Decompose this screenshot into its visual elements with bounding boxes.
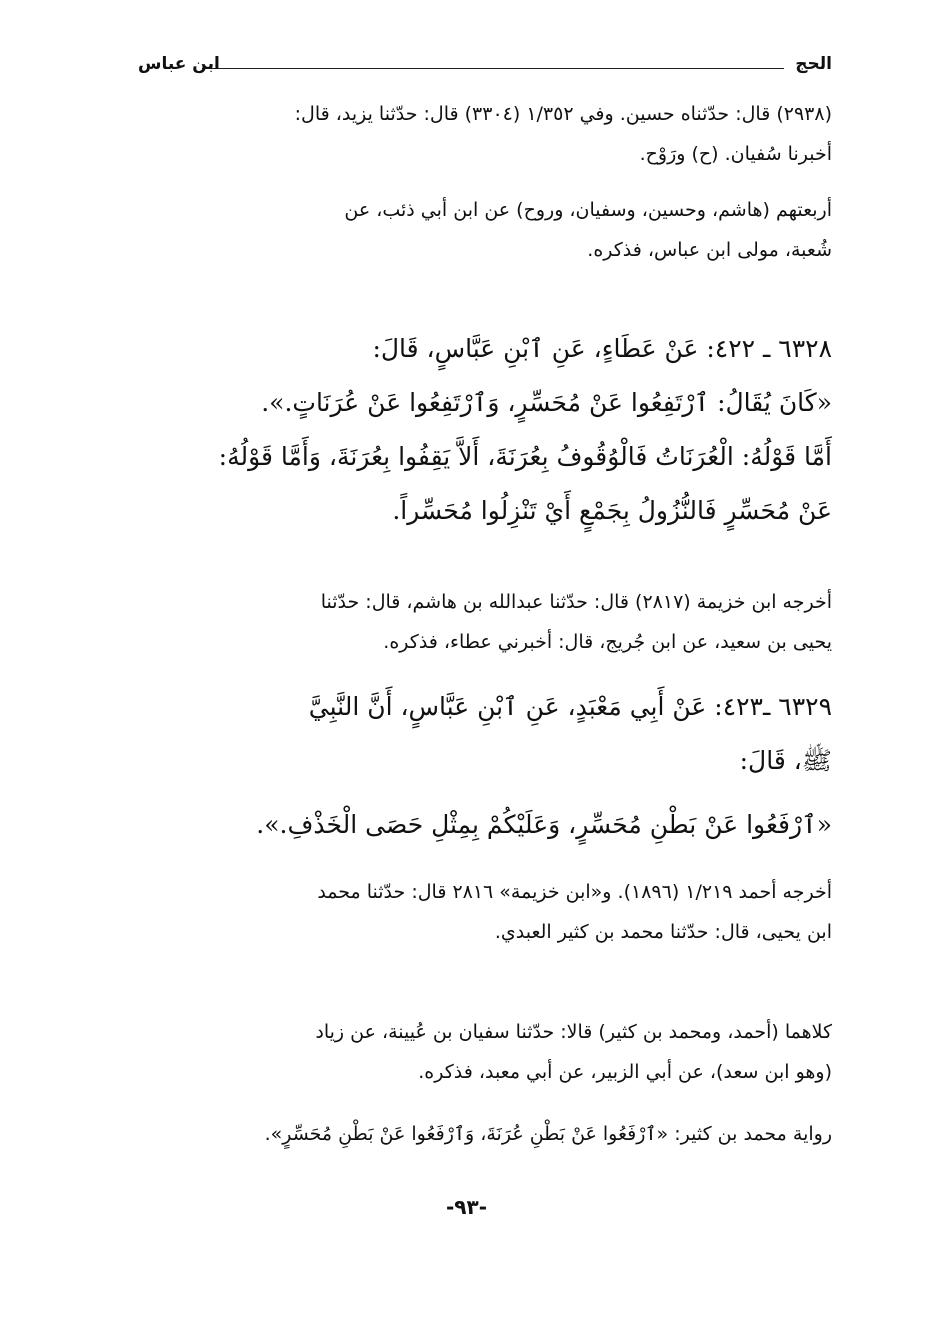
both-note-block — [132, 1012, 832, 1092]
text-line: كلاهما (أحمد، ومحمد بن كثير) قالا: حدّثنا سفيان بن عُيينة، عن زياد — [315, 1021, 832, 1043]
text-line: أخرجه ابن خزيمة (٢٨١٧) قال: حدّثنا عبدالله بن هاشم، قال: حدّثنا — [320, 591, 832, 613]
text-line: شُعبة، مولى ابن عباس، فذكره. — [587, 239, 832, 261]
text-line: أخرجه أحمد ١/٢١٩ (١٨٩٦). و«ابن خزيمة» ٢٨١٦ قال: حدّثنا محمد — [317, 881, 832, 903]
takhrij-block — [132, 582, 832, 662]
text-line: يحيى بن سعيد، عن ابن جُريج، قال: أخبرني عطاء، فذكره. — [383, 631, 832, 653]
page-number: -٩٣- — [445, 1195, 488, 1219]
narrators-note-block — [132, 190, 832, 270]
running-header — [138, 50, 832, 80]
text-line: (٢٩٣٨) قال: حدّثناه حسين. وفي ١/٣٥٢ (٣٣٠٤) قال: حدّثنا يزيد، قال: — [294, 103, 832, 125]
book-title: ابن عباس — [138, 54, 220, 74]
text-line: رواية محمد بن كثير: «ٱرْفَعُوا عَنْ بَطْنِ عُرَنَةَ، وَٱرْفَعُوا عَنْ بَطْنِ مُحَسِّرٍ». — [264, 1123, 832, 1145]
header-rule — [202, 68, 784, 69]
section-title: الحج — [795, 54, 832, 74]
text-line: (وهو ابن سعد)، عن أبي الزبير، عن أبي معبد، فذكره. — [418, 1061, 832, 1083]
hadith-text-line: ﷺ، قَالَ: — [739, 746, 832, 775]
hadith-6329-block — [132, 680, 832, 788]
hadith-6329-text-block — [132, 798, 832, 852]
hadith-heading: ٦٣٢٩ ـ٤٢٣: عَنْ أَبِي مَعْبَدٍ، عَنِ ٱبْنِ عَبَّاسٍ، أَنَّ النَّبِيَّ — [308, 692, 832, 721]
takhrij-block — [132, 872, 832, 952]
hadith-text-line: عَنْ مُحَسِّرٍ فَالنُّزُولُ بِجَمْعٍ أَيْ تَنْزِلُوا مُحَسِّراً. — [392, 496, 832, 525]
text-line: ابن يحيى، قال: حدّثنا محمد بن كثير العبدي. — [494, 921, 832, 943]
hadith-text-line: «ٱرْفَعُوا عَنْ بَطْنِ مُحَسِّرٍ، وَعَلَيْكُمْ بِمِثْلِ حَصَى الْخَذْفِ.». — [256, 810, 832, 839]
hadith-text-line: أَمَّا قَوْلُهُ: الْعُرَنَاتُ فَالْوُقُوفُ بِعُرَنَةَ، أَلاَّ يَقِفُوا بِعُرَنَةَ، وَأَمَّا قَوْلُهُ: — [218, 442, 832, 471]
text-line: أربعتهم (هاشم، وحسين، وسفيان، وروح) عن ابن أبي ذئب، عن — [344, 199, 832, 221]
reference-block — [132, 94, 832, 174]
hadith-heading: ٦٣٢٨ ـ ٤٢٢: عَنْ عَطَاءٍ، عَنِ ٱبْنِ عَبَّاسٍ، قَالَ: — [372, 334, 832, 363]
hadith-6328-block — [132, 322, 832, 538]
hadith-text-line: «كَانَ يُقَالُ: ٱرْتَفِعُوا عَنْ مُحَسِّرٍ، وَٱرْتَفِعُوا عَنْ عُرَنَاتٍ.». — [261, 388, 832, 417]
riwaya-note-block — [132, 1114, 832, 1154]
text-line: أخبرنا سُفيان. (ح) ورَوْح. — [639, 143, 832, 165]
